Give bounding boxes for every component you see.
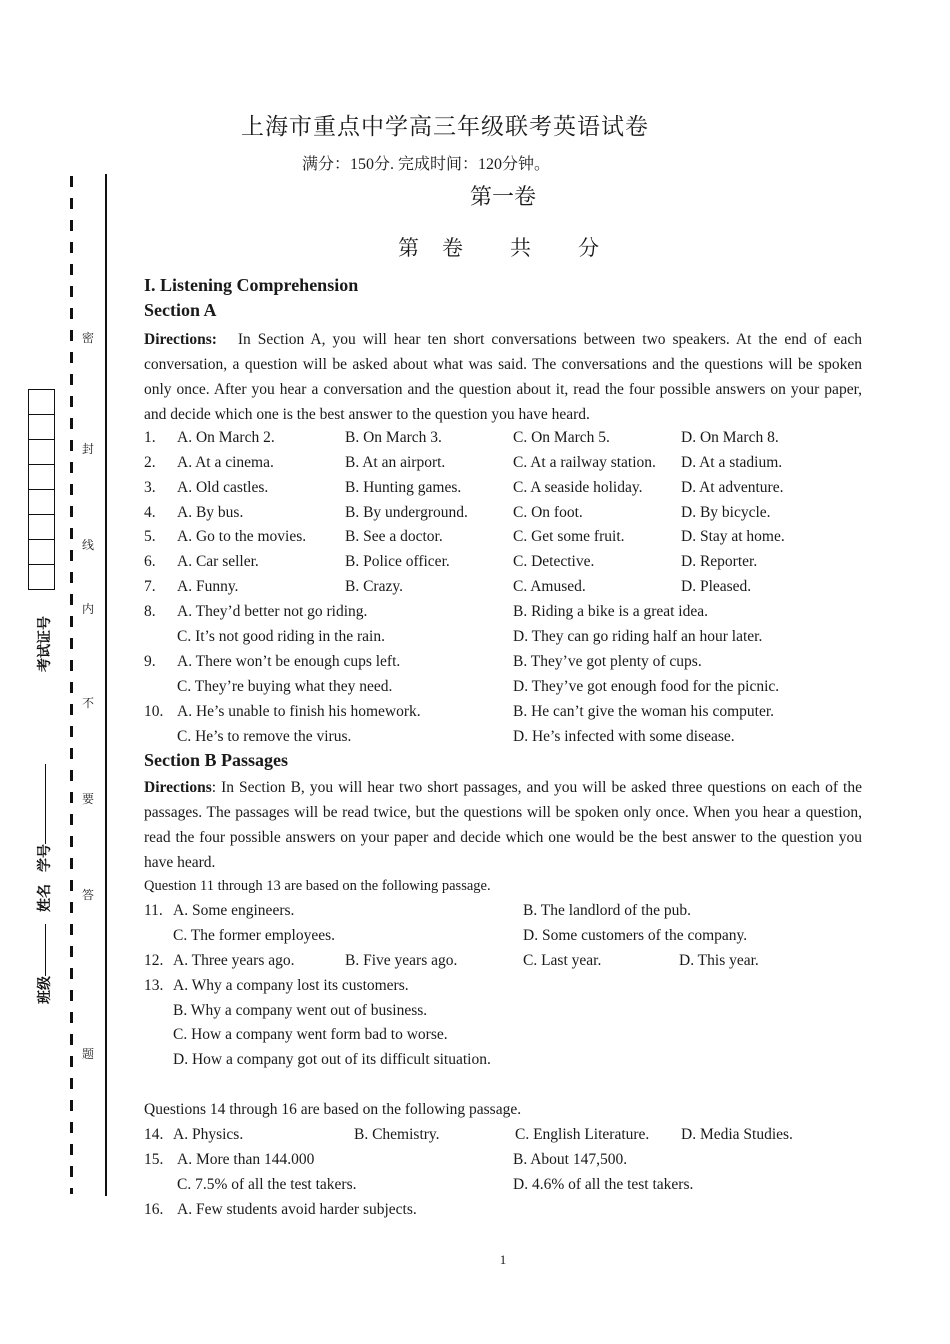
answer-option[interactable]: A. Few students avoid harder subjects. <box>177 1201 417 1218</box>
answer-option[interactable]: B. Hunting games. <box>345 479 462 496</box>
passage-intro: Questions 14 through 16 are based on the following passage. <box>144 1101 522 1118</box>
answer-option[interactable]: A. There won’t be enough cups left. <box>177 653 401 670</box>
question-number: 16. <box>144 1201 164 1218</box>
answer-option[interactable]: B. By underground. <box>345 504 468 521</box>
seal-char: 密 <box>82 331 95 345</box>
part-heading: I. Listening Comprehension <box>144 275 359 295</box>
class-blank[interactable] <box>45 924 46 976</box>
answer-option[interactable]: B. Chemistry. <box>354 1126 440 1143</box>
exam-id-label <box>34 616 54 672</box>
answer-option[interactable]: D. He’s infected with some disease. <box>513 728 735 745</box>
answer-option[interactable]: A. They’d better not go riding. <box>177 603 368 620</box>
answer-option[interactable]: A. Go to the movies. <box>177 528 307 545</box>
id-digit-box[interactable] <box>28 489 55 514</box>
answer-option[interactable]: C. On March 5. <box>513 429 610 446</box>
answer-option[interactable]: B. They’ve got plenty of cups. <box>513 653 702 670</box>
answer-option[interactable]: B. Five years ago. <box>345 952 458 969</box>
question-number: 7. <box>144 578 156 595</box>
answer-option[interactable]: C. On foot. <box>513 504 583 521</box>
question-number: 15. <box>144 1151 164 1168</box>
seal-char: 封 <box>82 442 95 456</box>
question-number: 1. <box>144 429 156 446</box>
answer-option[interactable]: D. By bicycle. <box>681 504 771 521</box>
seal-char: 题 <box>82 1047 95 1061</box>
answer-option[interactable]: A. Why a company lost its customers. <box>173 977 409 994</box>
answer-option[interactable]: C. Last year. <box>523 952 602 969</box>
id-digit-box[interactable] <box>28 414 55 439</box>
question-number: 12. <box>144 952 164 969</box>
id-digit-box[interactable] <box>28 389 55 414</box>
id-digit-box[interactable] <box>28 464 55 489</box>
answer-option[interactable]: B. About 147,500. <box>513 1151 628 1168</box>
question-number: 10. <box>144 703 164 720</box>
answer-option[interactable]: C. Amused. <box>513 578 586 595</box>
answer-option[interactable]: C. 7.5% of all the test takers. <box>177 1176 357 1193</box>
seal-char: 内 <box>82 602 95 616</box>
answer-option[interactable]: A. At a cinema. <box>177 454 274 471</box>
seal-char: 线 <box>82 538 95 552</box>
answer-option[interactable]: C. Get some fruit. <box>513 528 625 545</box>
section-b-heading: Section B Passages <box>144 750 288 770</box>
id-digit-box[interactable] <box>28 439 55 464</box>
answer-option[interactable]: C. It’s not good riding in the rain. <box>177 628 385 645</box>
seal-char: 答 <box>82 888 95 902</box>
student-number-label-text: 学号 <box>37 844 53 872</box>
directions-label: Directions: <box>144 331 217 348</box>
answer-option[interactable]: D. Pleased. <box>681 578 752 595</box>
answer-option[interactable]: D. Reporter. <box>681 553 758 570</box>
question-number: 11. <box>144 902 163 919</box>
seal-char: 要 <box>82 792 95 806</box>
answer-option[interactable]: C. The former employees. <box>173 927 335 944</box>
answer-option[interactable]: A. On March 2. <box>177 429 275 446</box>
answer-option[interactable]: A. By bus. <box>177 504 244 521</box>
section-b-directions <box>144 775 862 875</box>
score-char: 第 <box>398 236 419 260</box>
answer-option[interactable]: A. He’s unable to finish his homework. <box>177 703 421 720</box>
answer-option[interactable]: D. On March 8. <box>681 429 779 446</box>
answer-option[interactable]: D. 4.6% of all the test takers. <box>513 1176 694 1193</box>
answer-option[interactable]: D. Some customers of the company. <box>523 927 748 944</box>
id-digit-box[interactable] <box>28 514 55 539</box>
answer-option[interactable]: D. This year. <box>679 952 759 969</box>
answer-option[interactable]: A. Car seller. <box>177 553 259 570</box>
section-a-directions <box>144 327 862 427</box>
name-label <box>34 884 54 912</box>
answer-option[interactable]: C. How a company went form bad to worse. <box>173 1026 448 1043</box>
answer-option[interactable]: C. They’re buying what they need. <box>177 678 393 695</box>
question-number: 9. <box>144 653 156 670</box>
answer-option[interactable]: B. Crazy. <box>345 578 403 595</box>
answer-option[interactable]: A. Old castles. <box>177 479 269 496</box>
answer-option[interactable]: B. The landlord of the pub. <box>523 902 692 919</box>
answer-option[interactable]: D. They’ve got enough food for the picnic. <box>513 678 780 695</box>
id-digit-box[interactable] <box>28 539 55 564</box>
class-label <box>34 924 54 1004</box>
score-char: 分 <box>578 236 599 260</box>
student-number-label <box>34 764 54 872</box>
answer-option[interactable]: C. A seaside holiday. <box>513 479 643 496</box>
answer-option[interactable]: B. He can’t give the woman his computer. <box>513 703 775 720</box>
question-number: 5. <box>144 528 156 545</box>
directions-text: : In Section B, you will hear two short passages, and you will be asked three questions on each of the passages. The passages will be read twice, but the questions will be spoken only once. When you hear a question, read the four possible answers on your paper and decide which one would be the best answer to the question you have heard. <box>144 779 862 871</box>
answer-option[interactable]: D. How a company got out of its difficult situation. <box>173 1051 491 1068</box>
id-number-boxes <box>28 389 55 590</box>
seal-char: 不 <box>82 696 95 710</box>
binding-line <box>105 174 107 1196</box>
question-number: 3. <box>144 479 156 496</box>
answer-option[interactable]: A. More than 144.000 <box>177 1151 315 1168</box>
question-number: 2. <box>144 454 156 471</box>
answer-option[interactable]: C. Detective. <box>513 553 595 570</box>
answer-option[interactable]: D. At a stadium. <box>681 454 783 471</box>
answer-option[interactable]: B. On March 3. <box>345 429 442 446</box>
answer-option[interactable]: C. At a railway station. <box>513 454 656 471</box>
exam-info: 满分：150分. 完成时间：120分钟。 <box>302 156 551 173</box>
section-a-heading: Section A <box>144 300 217 320</box>
id-digit-box[interactable] <box>28 564 55 590</box>
directions-label: Directions <box>144 779 212 796</box>
answer-option[interactable]: A. Physics. <box>173 1126 244 1143</box>
student-number-blank[interactable] <box>45 764 46 844</box>
score-char: 共 <box>510 236 531 260</box>
page-number: 1 <box>499 1252 507 1267</box>
answer-option[interactable]: D. At adventure. <box>681 479 784 496</box>
answer-option[interactable]: B. See a doctor. <box>345 528 443 545</box>
question-number: 4. <box>144 504 156 521</box>
answer-option[interactable]: B. Why a company went out of business. <box>173 1002 428 1019</box>
question-number: 13. <box>144 977 164 994</box>
answer-option[interactable]: C. English Literature. <box>515 1126 650 1143</box>
question-number: 14. <box>144 1126 164 1143</box>
question-number: 8. <box>144 603 156 620</box>
directions-text: In Section A, you will hear ten short conversations between two speakers. At the end of each conversation, a question will be asked about what was said. The conversations and the questions will be spoken only once. After you hear a conversation and the question about it, read the four possible answers on your paper, and decide which one is the best answer to the question you have heard. <box>144 331 862 423</box>
question-number: 6. <box>144 553 156 570</box>
passage-intro: Question 11 through 13 are based on the following passage. <box>144 878 491 894</box>
answer-option[interactable]: B. Police officer. <box>345 553 450 570</box>
score-char: 卷 <box>442 236 463 260</box>
answer-option[interactable]: D. Stay at home. <box>681 528 785 545</box>
answer-option[interactable]: C. He’s to remove the virus. <box>177 728 352 745</box>
page-title: 上海市重点中学高三年级联考英语试卷 <box>241 114 649 139</box>
answer-option[interactable]: A. Some engineers. <box>173 902 295 919</box>
answer-option[interactable]: B. Riding a bike is a great idea. <box>513 603 708 620</box>
answer-option[interactable]: B. At an airport. <box>345 454 446 471</box>
answer-option[interactable]: D. They can go riding half an hour later. <box>513 628 763 645</box>
answer-option[interactable]: A. Three years ago. <box>173 952 295 969</box>
answer-option[interactable]: A. Funny. <box>177 578 239 595</box>
exam-id-label-text: 考试证号 <box>37 616 53 672</box>
class-label-text: 班级 <box>37 976 53 1004</box>
name-label-text: 姓名 <box>37 884 53 912</box>
answer-option[interactable]: D. Media Studies. <box>681 1126 793 1143</box>
cut-line-dashed <box>70 176 73 1194</box>
volume-heading: 第一卷 <box>469 184 536 209</box>
